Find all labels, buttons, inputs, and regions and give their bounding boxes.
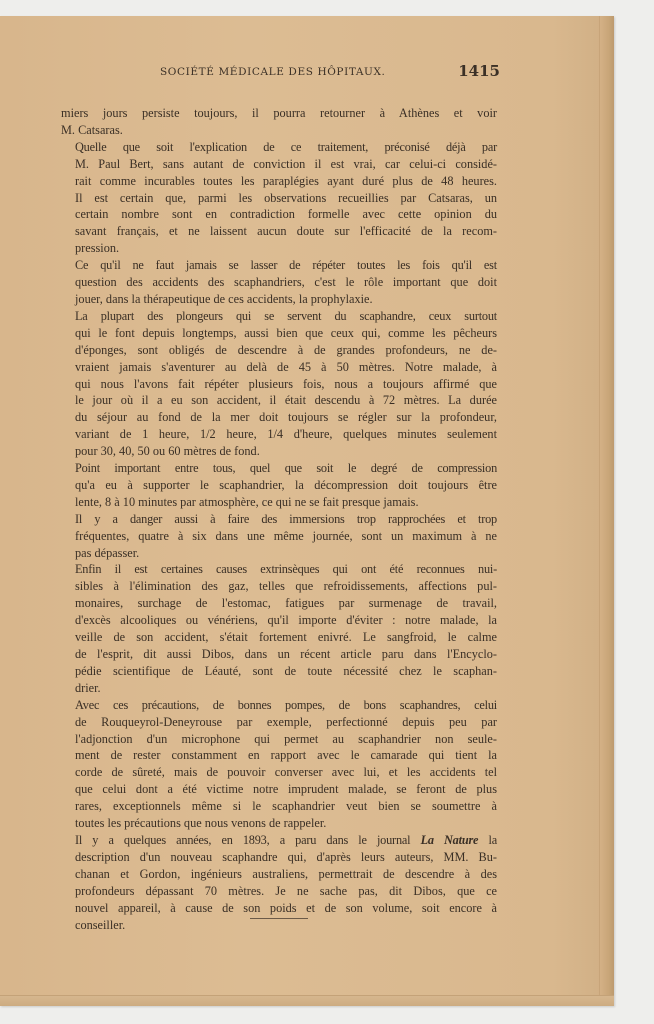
text-line xyxy=(61,832,497,849)
text-line: M. Paul Bert, sans autant de conviction il est vrai, car celui-ci considé- xyxy=(75,156,497,171)
text-line: Ce qu'il ne faut jamais se lasser de répéter toutes les fois qu'il est xyxy=(75,258,497,273)
text-line: conseiller. xyxy=(75,917,126,932)
text-line: M. Catsaras. xyxy=(61,122,123,137)
text-line: rait comme incurables toutes les paraplégies ayant duré plus de 48 heures. xyxy=(75,173,497,188)
text-line: description d'un nouveau scaphandre qui, d'après leurs auteurs, MM. Bu- xyxy=(75,849,497,864)
paragraph xyxy=(61,257,497,308)
text-line: Avec ces précautions, de bonnes pompes, de bons scaphandres, celui xyxy=(75,697,497,712)
page-edge xyxy=(599,16,614,1006)
running-header xyxy=(60,62,500,82)
text-line: le jour où il a eu son accident, il était descendu à 72 mètres. La durée xyxy=(75,393,497,408)
text-line: vraient jamais s'aventurer au delà de 45 à 50 mètres. Notre malade, à xyxy=(75,359,497,374)
text-line: variant de 1 heure, 1/2 heure, 1/4 d'heure, quelques minutes seulement xyxy=(75,427,497,442)
text-line: du séjour au fond de la mer doit toujours se régler sur la profondeur, xyxy=(75,410,497,425)
paragraph xyxy=(61,511,497,562)
paragraph xyxy=(61,308,497,460)
text-line: Il y a danger aussi à faire des immersions trop rapprochées et trop xyxy=(75,511,497,526)
text-line: d'excès alcooliques ou vénériens, qu'il importe d'éviter : notre malade, la xyxy=(75,613,497,628)
text-line: l'adjonction d'un microphone qui permet au scaphandrier non seule- xyxy=(75,731,497,746)
text-line: nouvel appareil, à cause de son poids et de son volume, soit encore à xyxy=(75,900,497,915)
text-line: miers jours persiste toujours, il pourra retourner à Athènes et voir xyxy=(61,106,497,120)
text-line: qu'a eu à supporter le scaphandrier, la décompression doit toujours être xyxy=(75,477,497,492)
paragraph xyxy=(61,460,497,511)
text-line: que celui dont a été victime notre imprudent malade, se feront de plus xyxy=(75,782,497,797)
paragraph xyxy=(61,105,497,139)
text-line: pour 30, 40, 50 ou 60 mètres de fond. xyxy=(75,444,260,459)
text-line: question des accidents des scaphandriers, c'est le rôle important que doit xyxy=(75,275,497,290)
running-title: SOCIÉTÉ MÉDICALE DES HÔPITAUX. xyxy=(160,66,386,78)
text-line: pédie scientifique de Léauté, sont de toute nécessité chez le scaphan- xyxy=(75,663,497,678)
text-line: veille de son accident, s'était fortement enivré. Le sangfroid, le calme xyxy=(75,630,497,645)
text-line: de Rouqueyrol-Deneyrouse par exemple, perfectionné depuis peu par xyxy=(75,714,497,729)
text-line: fréquentes, quatre à six dans une même journée, sont un maximum à ne xyxy=(75,528,497,543)
text-fragment: Il y a quelques années, en 1893, a paru dans le journal xyxy=(75,832,421,847)
paragraph xyxy=(61,561,497,696)
text-line: La plupart des plongeurs qui se servent du scaphandre, ceux surtout xyxy=(75,308,497,323)
text-line: Point important entre tous, quel que soit le degré de compression xyxy=(75,461,497,476)
text-line: qui le font depuis longtemps, aussi bien que ceux qui, comme les pêcheurs xyxy=(75,325,497,340)
text-line: profondeurs dépassant 70 mètres. Je ne sache pas, dit Dibos, que ce xyxy=(75,883,497,898)
text-line: sibles à l'élimination des gaz, telles que refroidissements, affections pul- xyxy=(75,579,497,594)
page-bottom-edge xyxy=(0,995,614,1006)
text-line: monaires, surchage de l'estomac, fatigues par surmenage de travail, xyxy=(75,596,497,611)
text-line: drier. xyxy=(75,680,101,695)
text-line: chanan et Gordon, ingénieurs australiens, permettrait de descendre à des xyxy=(75,866,497,881)
text-line: pression. xyxy=(75,241,120,256)
text-line: pas dépasser. xyxy=(75,545,140,560)
text-fragment: la xyxy=(478,832,497,847)
text-line: jouer, dans la thérapeutique de ces accidents, la prophylaxie. xyxy=(75,291,373,306)
text-line: lente, 8 à 10 minutes par atmosphère, ce qui ne se fait presque jamais. xyxy=(75,494,419,509)
paragraph xyxy=(61,697,497,832)
journal-title: La Nature xyxy=(420,832,479,847)
body-text xyxy=(61,105,497,933)
text-line: d'éponges, sont obligés de descendre à de grandes profondeurs, ne de- xyxy=(75,342,497,357)
text-line: Quelle que soit l'explication de ce traitement, préconisé déjà par xyxy=(75,139,497,154)
page-number: 1415 xyxy=(458,62,500,80)
text-line: Il est certain que, parmi les observations recueillies par Catsaras, un xyxy=(75,190,497,205)
text-line: toutes les précautions que nous venons de rappeler. xyxy=(75,816,327,831)
text-line: rares, exceptionnels même si le scaphandrier veut bien se soumettre à xyxy=(75,799,497,814)
text-line: corde de sûreté, mais de pouvoir converser avec lui, et les accidents tel xyxy=(75,765,497,780)
text-line: Enfin il est certaines causes extrinsèques qui ont été reconnues nui- xyxy=(75,562,497,577)
text-line: ment de rester constamment en rapport avec le camarade qui tient la xyxy=(75,748,497,763)
text-line: certain nombre sont en contradiction formelle avec cette opinion du xyxy=(75,207,497,222)
text-line: de l'esprit, dit aussi Dibos, dans un récent article paru dans l'Encyclo- xyxy=(75,647,497,661)
section-end-rule xyxy=(250,918,308,919)
paragraph xyxy=(61,139,497,257)
text-line: qui nous l'avons fait répéter plusieurs fois, nous a toujours affirmé que xyxy=(75,376,497,391)
text-line: savant français, et ne laissent aucun doute sur l'efficacité de la recom- xyxy=(75,224,497,239)
